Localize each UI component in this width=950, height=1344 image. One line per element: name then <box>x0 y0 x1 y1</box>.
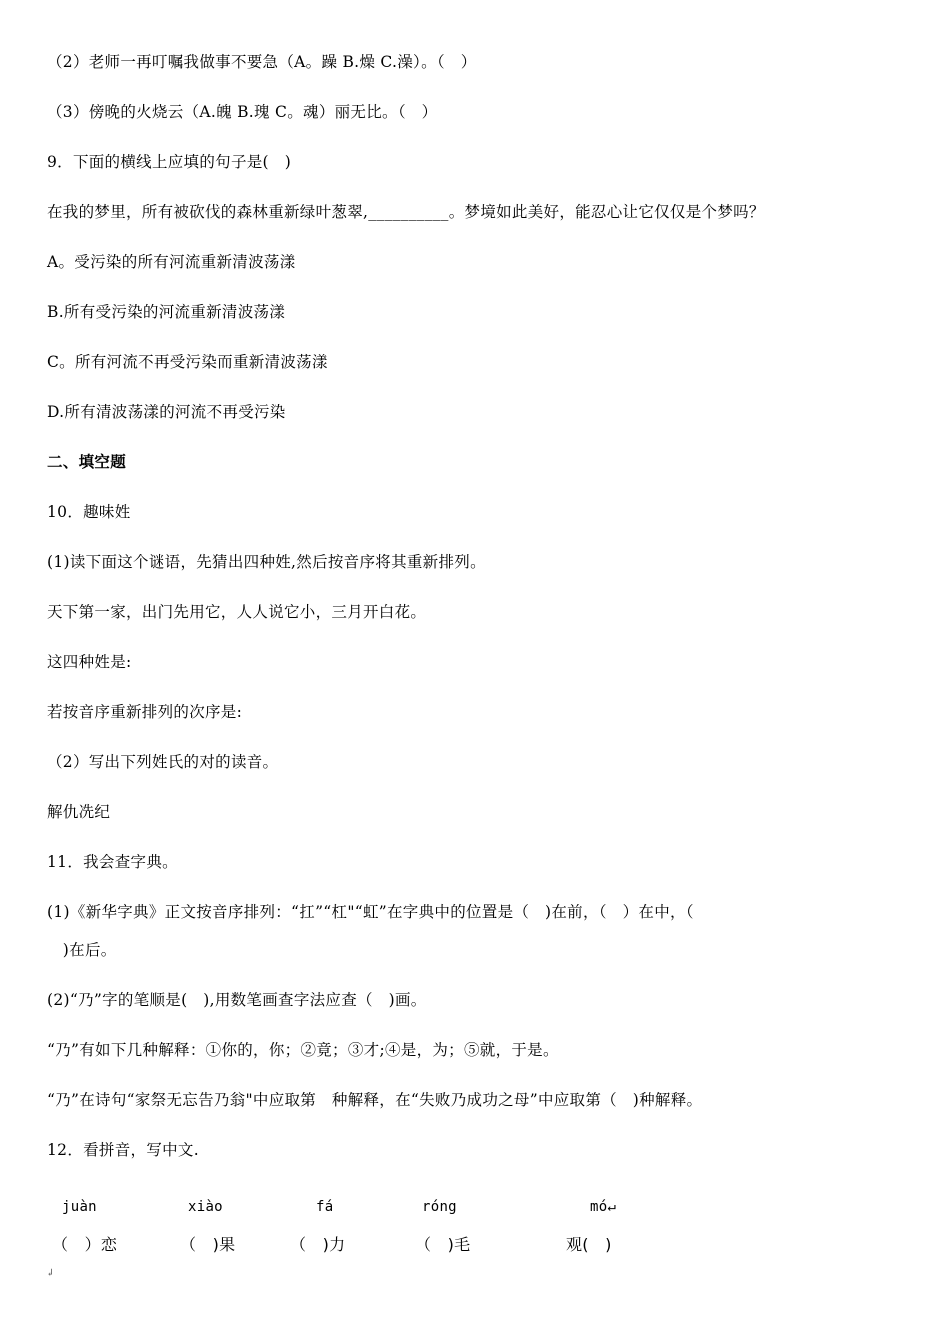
question-11-definitions: “乃”有如下几种解释：①你的，你；②竟；③才;④是，为；⑤就，于是。 <box>47 1041 559 1059</box>
blank-xiao-guo[interactable]: （ )果 <box>180 1235 236 1254</box>
question-9-option-a: A。受污染的所有河流重新清波荡漾 <box>47 253 296 271</box>
question-8-part-3: （3）傍晚的火烧云（A.魄 B.瑰 C。魂）丽无比。（ ） <box>47 103 438 121</box>
blank-juan-lian[interactable]: （ ）恋 <box>52 1235 118 1254</box>
question-8-part-2: （2）老师一再叮嘱我做事不要急（A。躁 B.燥 C.澡）。（ ） <box>47 53 477 71</box>
question-11-part-1: (1)《新华字典》正文按音序排列：“扛”“杠"“虹”在字典中的位置是（ )在前，（ ）在中，（ <box>47 903 694 921</box>
question-11-usage: “乃”在诗句“家祭无忘告乃翁"中应取第 种解释，在“失败乃成功之母”中应取第（ )种解释。 <box>47 1091 703 1109</box>
pinyin-xiao: xiào <box>188 1199 223 1215</box>
question-9-option-c: C。所有河流不再受污染而重新清波荡漾 <box>47 353 328 371</box>
question-9-stem: 9．下面的横线上应填的句子是( ) <box>47 153 292 171</box>
question-10-riddle: 天下第一家，出门先用它，人人说它小，三月开白花。 <box>47 603 427 621</box>
pinyin-mo: mó↵ <box>590 1199 617 1215</box>
section-heading-fill-in: 二、填空题 <box>47 453 127 471</box>
blank-guan-mo[interactable]: 观( ) <box>566 1235 612 1254</box>
blank-fa-li[interactable]: （ )力 <box>290 1235 346 1254</box>
paragraph-end-mark: ↲ <box>46 1268 55 1279</box>
question-10-title: 10．趣味姓 <box>47 503 131 521</box>
pinyin-rong: róng <box>422 1199 457 1215</box>
question-10-part-2: （2）写出下列姓氏的对的读音。 <box>47 753 279 771</box>
blank-rong-mao[interactable]: （ )毛 <box>415 1235 471 1254</box>
question-9-sentence: 在我的梦里，所有被砍伐的森林重新绿叶葱翠,__________。梦境如此美好，能忍心让它仅仅是个梦吗？ <box>47 203 765 221</box>
question-9-option-d: D.所有清波荡漾的河流不再受污染 <box>47 403 286 421</box>
pinyin-fa: fá <box>316 1199 334 1215</box>
question-9-option-b: B.所有受污染的河流重新清波荡漾 <box>47 303 286 321</box>
question-10-surnames: 解仇冼纪 <box>47 803 111 821</box>
question-11-part-1-continued: )在后。 <box>47 941 117 959</box>
question-10-part-1: (1)读下面这个谜语，先猜出四种姓,然后按音序将其重新排列。 <box>47 553 486 571</box>
question-10-sorted-order: 若按音序重新排列的次序是: <box>47 703 243 721</box>
question-11-part-2: (2)“乃”字的笔顺是( ),用数笔画查字法应查（ )画。 <box>47 991 427 1009</box>
question-10-four-surnames: 这四种姓是: <box>47 653 132 671</box>
question-12-title: 12．看拼音，写中文. <box>47 1141 199 1159</box>
pinyin-juan: juàn <box>62 1199 97 1215</box>
question-11-title: 11．我会查字典。 <box>47 853 178 871</box>
